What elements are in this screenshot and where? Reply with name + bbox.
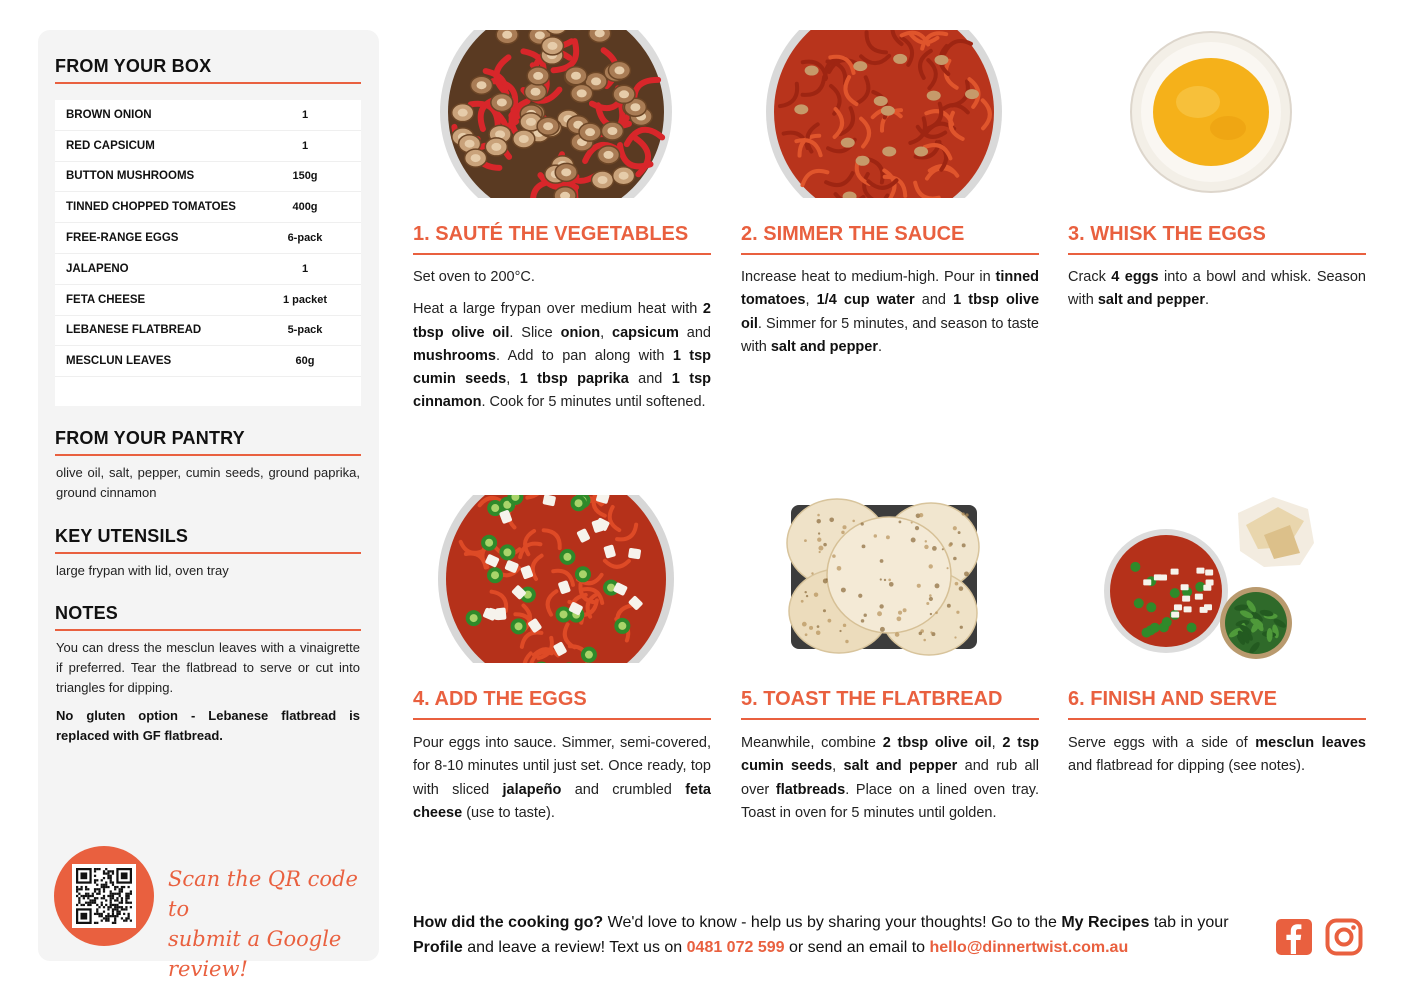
text-run: .: [878, 338, 883, 355]
ingredient-name: FREE-RANGE EGGS: [66, 232, 179, 245]
bold-text: mesclun leaves: [1255, 735, 1366, 751]
bold-text: capsicum: [612, 324, 679, 341]
step-paragraph: [741, 266, 1039, 359]
footer-text: We'd love to know - help us by sharing your thoughts! Go to the: [603, 914, 1062, 931]
step-paragraph: [1068, 732, 1366, 779]
bold-text: salt and pepper: [843, 758, 958, 775]
step-paragraph: [1068, 266, 1366, 313]
qr-code[interactable]: [72, 864, 136, 928]
qr-caption-line1: Scan the QR code to: [168, 867, 358, 921]
text-run: Serve eggs with a side of: [1068, 735, 1256, 751]
ingredient-row: [55, 346, 361, 377]
text-run: Crack: [1068, 269, 1112, 285]
text-run: Increase heat to medium-high. Pour in: [741, 269, 996, 285]
ingredient-qty: 400g: [292, 201, 318, 214]
text-run: . Add to pan along with: [496, 347, 673, 364]
bold-text: jalapeño: [502, 781, 562, 798]
footer-contact-link[interactable]: hello@dinnertwist.com.au: [929, 939, 1129, 956]
ingredient-row: [55, 223, 361, 254]
text-run: Meanwhile, combine: [741, 735, 883, 751]
facebook-icon[interactable]: [1275, 918, 1313, 956]
step-5-rule: [741, 718, 1039, 720]
ingredient-row: [55, 285, 361, 316]
step-paragraph: [413, 732, 711, 825]
ingredient-qty: 1: [301, 108, 309, 121]
footer-bold-text: Profile: [413, 939, 463, 956]
finish-serve-image: [1068, 495, 1366, 663]
step-5-title: 5. TOAST THE FLATBREAD: [741, 688, 1003, 710]
ingredient-qty: 1 packet: [282, 293, 328, 306]
bold-text: 1 tsp cumin seeds: [413, 347, 711, 388]
text-run: and: [678, 324, 711, 341]
step-5-body: [741, 732, 1039, 834]
text-run: and: [914, 292, 954, 309]
step-6-title: 6. FINISH AND SERVE: [1068, 688, 1277, 710]
bold-text: 1 tbsp paprika: [519, 371, 629, 388]
ingredient-row: [55, 100, 361, 131]
step-4-body: [413, 732, 711, 834]
step-3-body: [1068, 266, 1366, 322]
pantry-text: olive oil, salt, pepper, cumin seeds, ground paprika, ground cinnamon: [56, 465, 360, 500]
footer-text: and leave a review! Text us on: [462, 939, 687, 956]
pantry-title-rule: [55, 454, 361, 456]
bold-text: 1 tsp cinnamon: [413, 371, 712, 411]
text-run: ,: [832, 758, 844, 775]
qr-code-icon: [76, 868, 132, 924]
ingredient-name: TINNED CHOPPED TOMATOES: [66, 201, 236, 214]
ingredient-name: FETA CHEESE: [66, 293, 146, 306]
saute-vegetables-image: [413, 30, 711, 198]
step-1-rule: [413, 253, 711, 255]
step-4-title: 4. ADD THE EGGS: [413, 688, 587, 710]
footer-text: tab in your: [1149, 914, 1229, 931]
text-run: ,: [991, 735, 1003, 751]
gluten-note: No gluten option - Lebanese flatbread is replaced with GF flatbread.: [56, 708, 360, 743]
box-title-rule: [55, 82, 361, 84]
ingredient-row: [55, 316, 361, 347]
qr-caption: [168, 864, 368, 984]
text-run: ,: [805, 292, 817, 309]
text-run: Heat a large frypan over medium heat with: [413, 301, 703, 318]
ingredient-row: [55, 162, 361, 193]
add-eggs-image: [413, 495, 711, 663]
notes-text: You can dress the mesclun leaves with a vinaigrette if preferred. Tear the flatbread to serve or cut into triangles for dipping.: [56, 640, 360, 695]
step-1-title: 1. SAUTÉ THE VEGETABLES: [413, 223, 689, 245]
qr-badge[interactable]: [54, 846, 154, 946]
bold-text: salt and pepper: [1097, 292, 1205, 309]
step-3-title: 3. WHISK THE EGGS: [1068, 223, 1266, 245]
step-2-rule: [741, 253, 1039, 255]
bold-text: 4 eggs: [1111, 269, 1159, 285]
text-run: .: [1205, 292, 1210, 309]
ingredient-name: LEBANESE FLATBREAD: [66, 324, 202, 337]
utensils-title: KEY UTENSILS: [55, 526, 189, 546]
ingredient-name: RED CAPSICUM: [66, 139, 155, 152]
text-run: . Cook for 5 minutes until softened.: [481, 394, 706, 411]
ingredient-qty: 150g: [292, 170, 318, 183]
step-paragraph: [413, 298, 711, 414]
bold-text: feta cheese: [413, 781, 711, 821]
simmer-sauce-image: [741, 30, 1039, 198]
bold-text: salt and pepper: [770, 338, 878, 355]
ingredient-qty: 5-pack: [287, 324, 323, 337]
step-6-body: [1068, 732, 1366, 788]
text-run: and crumbled: [561, 781, 686, 798]
step-3-rule: [1068, 253, 1366, 255]
ingredient-qty: 6-pack: [287, 232, 323, 245]
step-paragraph: [741, 732, 1039, 825]
bold-text: 1/4 cup water: [816, 292, 915, 309]
ingredient-name: BUTTON MUSHROOMS: [66, 170, 195, 183]
bold-text: flatbreads: [775, 781, 846, 798]
ingredient-row: [55, 131, 361, 162]
footer-bold-text: My Recipes: [1061, 914, 1150, 931]
bold-text: tinned tomatoes: [741, 269, 1039, 309]
text-run: . Simmer for 5 minutes, and season to taste with: [741, 315, 1039, 355]
ingredient-row: [55, 192, 361, 223]
step-paragraph: [413, 266, 711, 289]
bold-text: 2 tsp cumin seeds: [741, 735, 1040, 775]
notes-title: NOTES: [55, 603, 119, 623]
whisked-eggs-image: [1068, 30, 1366, 198]
text-run: and rub all over: [741, 758, 1040, 798]
ingredient-name: BROWN ONION: [66, 108, 152, 121]
notes-title-rule: [55, 629, 361, 631]
ingredient-name: MESCLUN LEAVES: [66, 355, 172, 368]
text-run: into a bowl and whisk. Season with: [1068, 269, 1366, 309]
bold-text: 2 tbsp olive oil: [413, 301, 711, 341]
step-6-rule: [1068, 718, 1366, 720]
text-run: . Slice: [509, 324, 561, 341]
ingredients-sidebar: [38, 30, 379, 981]
footer-contact-link[interactable]: 0481 072 599: [686, 939, 785, 956]
instagram-icon[interactable]: [1325, 918, 1363, 956]
step-2-body: [741, 266, 1039, 368]
ingredient-name: JALAPENO: [66, 262, 129, 275]
footer-text: or send an email to: [784, 939, 930, 956]
qr-caption-line2: submit a Google review!: [168, 927, 342, 981]
bold-text: mushrooms: [413, 347, 496, 364]
ingredient-qty: 1: [301, 262, 309, 275]
step-2-title: 2. SIMMER THE SAUCE: [741, 223, 965, 245]
ingredient-qty: 60g: [295, 355, 315, 368]
text-run: and flatbread for dipping (see notes).: [1068, 758, 1305, 775]
footer-bold-text: How did the cooking go?: [413, 914, 604, 931]
text-run: Pour eggs into sauce. Simmer, semi-covered, for 8-10 minutes until just set. Once ready, top with sliced: [413, 735, 711, 798]
text-run: and: [628, 371, 672, 388]
text-run: ,: [506, 371, 520, 388]
utensils-title-rule: [55, 552, 361, 554]
box-ingredients-table: [55, 100, 361, 406]
step-4-rule: [413, 718, 711, 720]
bold-text: onion: [560, 324, 601, 341]
bold-text: 2 tbsp olive oil: [882, 735, 992, 751]
text-run: . Place on a lined oven tray. Toast in oven for 5 minutes until golden.: [741, 781, 1039, 821]
text-run: Set oven to 200°C.: [413, 269, 535, 285]
utensils-text: large frypan with lid, oven tray: [56, 563, 229, 578]
text-run: ,: [600, 324, 612, 341]
review-footer: [413, 910, 1263, 960]
step-1-body: [413, 266, 711, 424]
ingredient-qty: 1: [301, 139, 309, 152]
box-title: FROM YOUR BOX: [55, 56, 212, 76]
toasted-flatbread-image: [741, 495, 1039, 663]
text-run: (use to taste).: [462, 804, 555, 821]
pantry-title: FROM YOUR PANTRY: [55, 428, 245, 448]
ingredient-row: [55, 254, 361, 285]
bold-text: 1 tbsp olive oil: [741, 292, 1040, 332]
